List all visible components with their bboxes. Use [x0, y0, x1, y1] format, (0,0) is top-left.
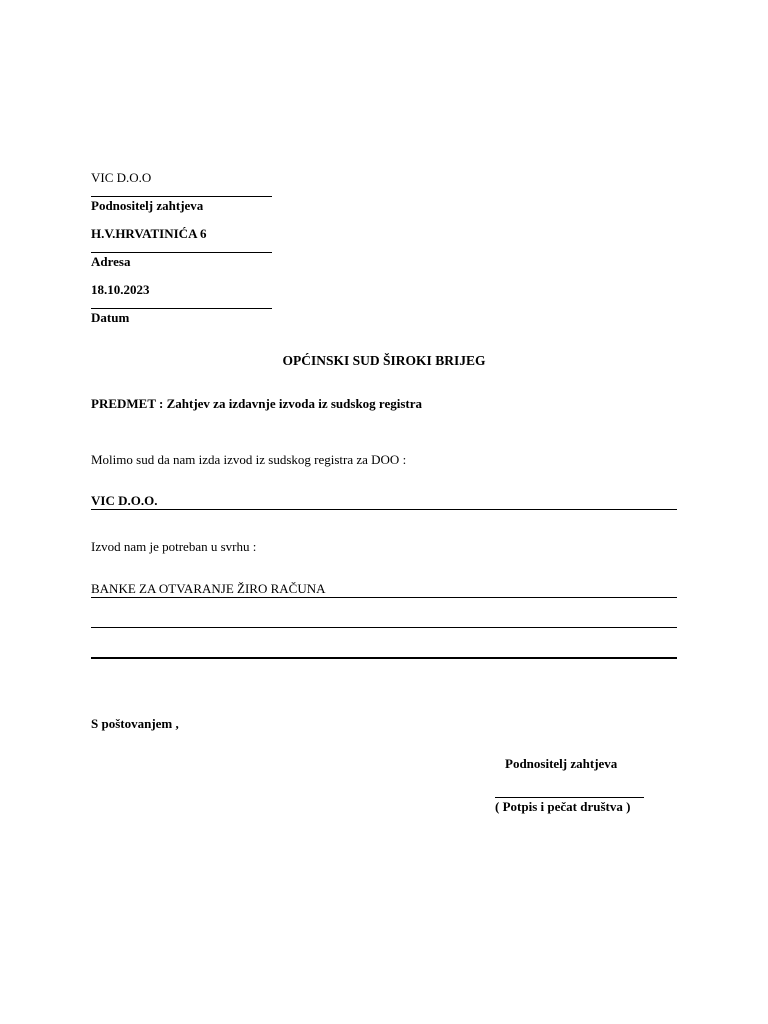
address-label: Adresa: [91, 254, 131, 269]
company-name-underline: [91, 509, 677, 510]
purpose-text: Izvod nam je potreban u svrhu :: [91, 539, 257, 554]
company-name-value: VIC D.O.O: [91, 170, 152, 185]
date-underline: [91, 308, 272, 309]
date-label: Datum: [91, 310, 130, 325]
request-text: Molimo sud da nam izda izvod iz sudskog registra za DOO :: [91, 452, 407, 467]
subject-line: PREDMET : Zahtjev za izdavnje izvoda iz sudskog registra: [91, 396, 423, 411]
purpose-value: BANKE ZA OTVARANJE ŽIRO RAČUNA: [91, 581, 326, 596]
address-underline: [91, 252, 272, 253]
address-value: H.V.HRVATINIĆA 6: [91, 226, 207, 241]
company-name-field: VIC D.O.O.: [91, 493, 158, 508]
purpose-underline-1: [91, 597, 677, 598]
company-underline: [91, 196, 272, 197]
signature-caption: ( Potpis i pečat društva ): [495, 799, 631, 814]
court-title: OPĆINSKI SUD ŠIROKI BRIJEG: [282, 353, 486, 368]
closing-greeting: S poštovanjem ,: [91, 716, 179, 731]
applicant-label: Podnositelj zahtjeva: [91, 198, 204, 213]
purpose-underline-3: [91, 657, 677, 659]
purpose-underline-2: [91, 627, 677, 628]
date-value: 18.10.2023: [91, 282, 150, 297]
signature-applicant-label: Podnositelj zahtjeva: [505, 756, 618, 771]
signature-line: [495, 797, 644, 798]
